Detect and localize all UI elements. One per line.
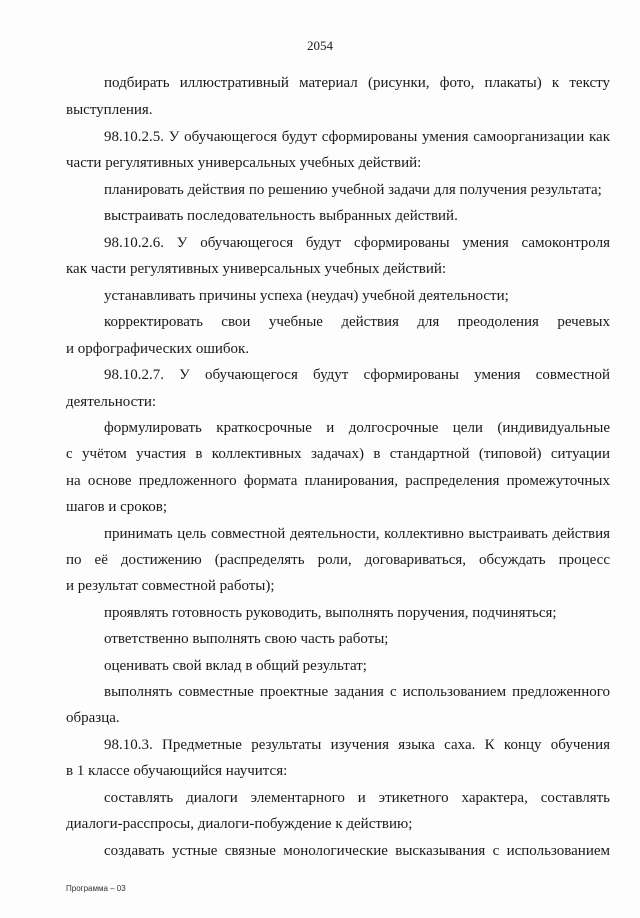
text-line: принимать цель совместной деятельности, коллективно выстраивать действия bbox=[104, 526, 610, 542]
text-line: устанавливать причины успеха (неудач) учебной деятельности; bbox=[104, 288, 509, 304]
text-line: по её достижению (распределять роли, договариваться, обсуждать процесс bbox=[66, 552, 610, 568]
text-line: корректировать свои учебные действия для преодоления речевых bbox=[104, 314, 610, 330]
text-line: как части регулятивных универсальных учебных действий: bbox=[66, 261, 447, 277]
footer-label: Программа – 03 bbox=[66, 884, 126, 893]
text-line: шагов и сроков; bbox=[66, 499, 168, 515]
text-line: выполнять совместные проектные задания с использованием предложенного bbox=[104, 684, 610, 700]
text-line: образца. bbox=[66, 710, 120, 726]
text-line: 98.10.2.7. У обучающегося будут сформированы умения совместной bbox=[104, 367, 610, 383]
text-line: составлять диалоги элементарного и этикетного характера, составлять bbox=[104, 790, 610, 806]
text-line: части регулятивных универсальных учебных действий: bbox=[66, 155, 422, 171]
text-line: деятельности: bbox=[66, 394, 157, 410]
text-line: в 1 классе обучающийся научится: bbox=[66, 763, 288, 779]
text-line: на основе предложенного формата планирования, распределения промежуточных bbox=[66, 473, 610, 489]
text-line: и результат совместной работы); bbox=[66, 578, 275, 594]
text-line: формулировать краткосрочные и долгосрочные цели (индивидуальные bbox=[104, 420, 610, 436]
text-line: проявлять готовность руководить, выполнять поручения, подчиняться; bbox=[104, 605, 557, 621]
text-line: 98.10.2.5. У обучающегося будут сформированы умения самоорганизации как bbox=[104, 129, 610, 145]
text-line: и орфографических ошибок. bbox=[66, 341, 250, 357]
page-number: 2054 bbox=[307, 38, 333, 53]
text-line: выступления. bbox=[66, 102, 153, 118]
text-line: подбирать иллюстративный материал (рисунки, фото, плакаты) к тексту bbox=[104, 75, 610, 91]
text-line: 98.10.2.6. У обучающегося будут сформированы умения самоконтроля bbox=[104, 235, 610, 251]
text-line: 98.10.3. Предметные результаты изучения языка саха. К концу обучения bbox=[104, 737, 610, 753]
text-line: создавать устные связные монологические высказывания с использованием bbox=[104, 843, 610, 859]
text-line: планировать действия по решению учебной задачи для получения результата; bbox=[104, 182, 602, 198]
text-line: диалоги-расспросы, диалоги-побуждение к действию; bbox=[66, 816, 413, 832]
text-line: выстраивать последовательность выбранных действий. bbox=[104, 208, 458, 224]
text-line: ответственно выполнять свою часть работы; bbox=[104, 631, 389, 647]
text-line: с учётом участия в коллективных задачах) в стандартной (типовой) ситуации bbox=[66, 446, 610, 462]
text-line: оценивать свой вклад в общий результат; bbox=[104, 658, 367, 674]
